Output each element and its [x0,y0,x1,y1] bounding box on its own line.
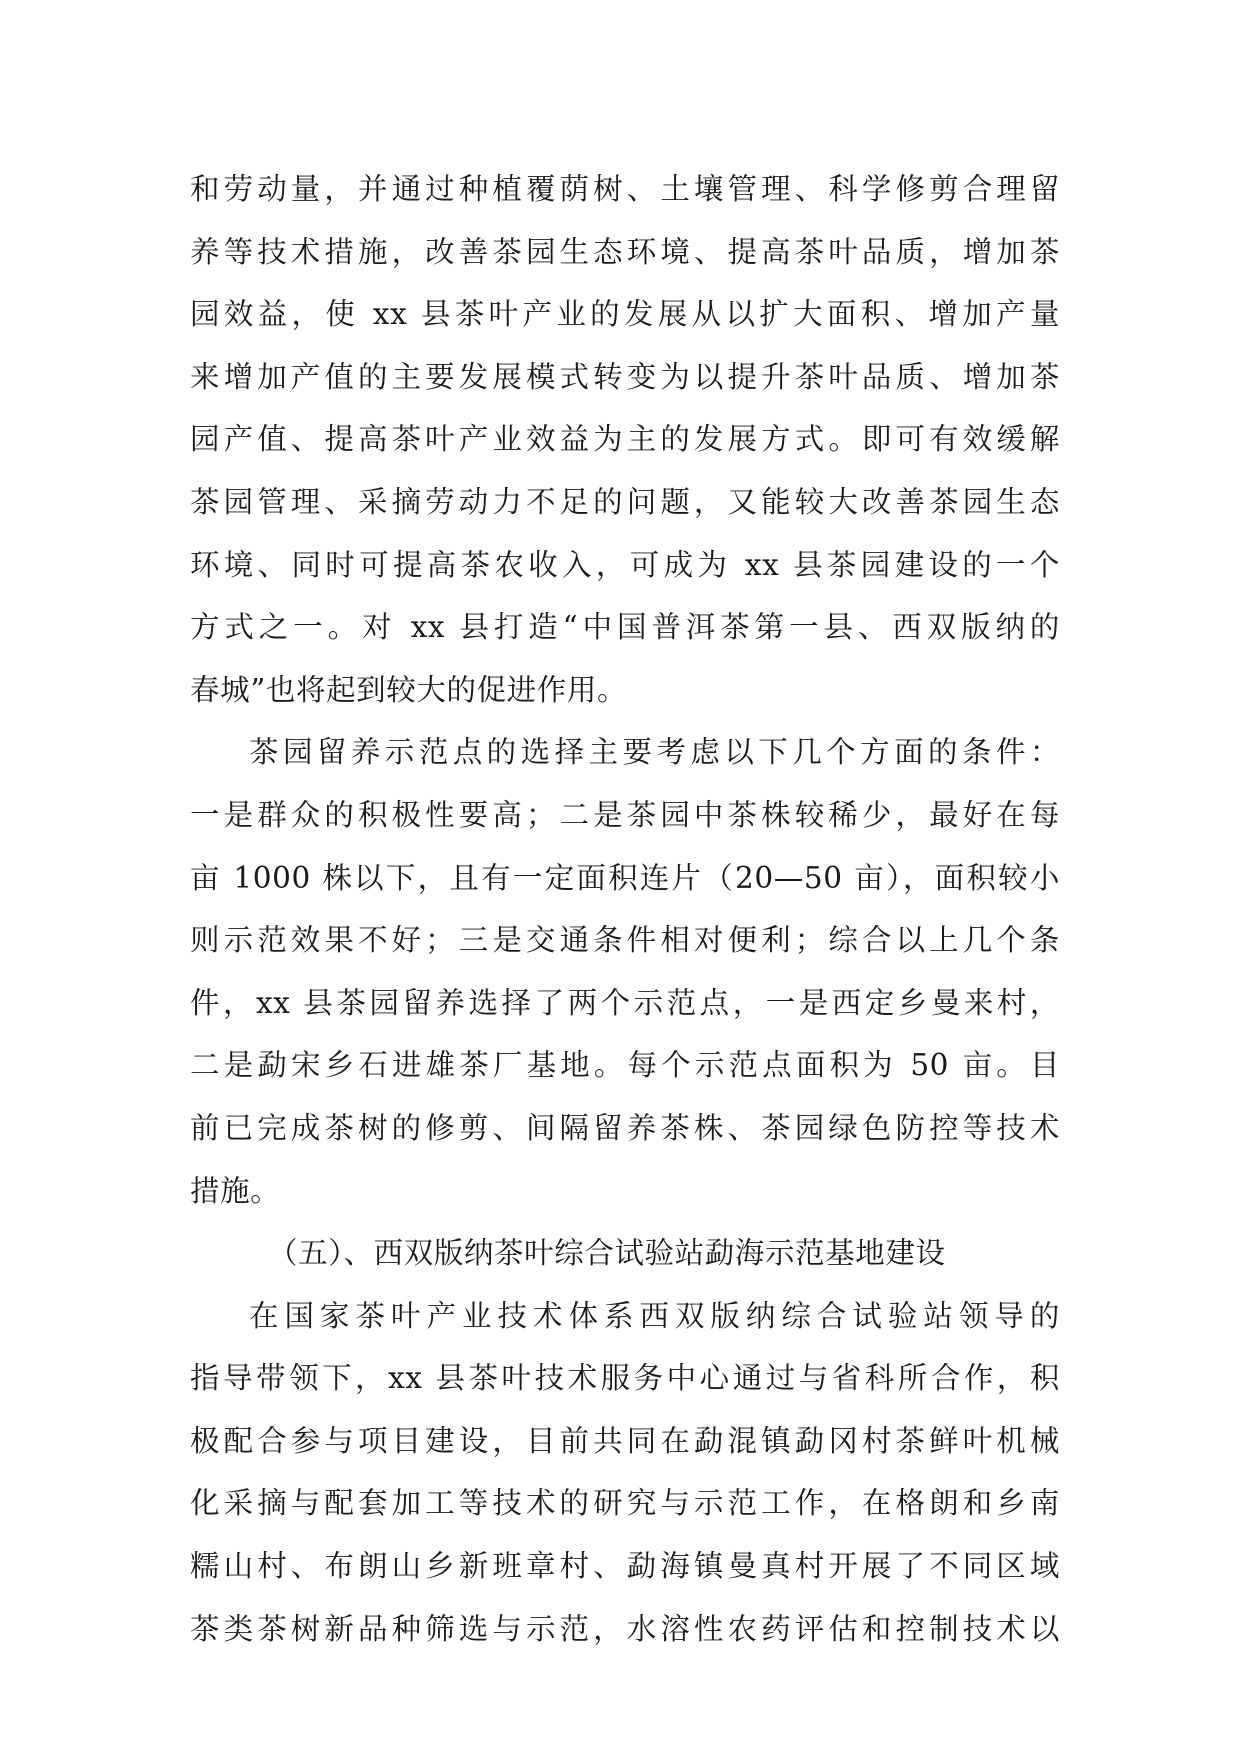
text-line: 来增加产值的主要发展模式转变为以提升茶叶品质、增加茶 [190,359,1060,394]
text-line: 极配合参与项目建设，目前共同在勐混镇勐冈村茶鲜叶机械 [190,1423,1060,1458]
text-line: 园产值、提高茶叶产业效益为主的发展方式。即可有效缓解 [190,422,1060,457]
text-line: 措施。 [190,1173,281,1208]
text-line: 亩 1000 株以下，且有一定面积连片（20—50 亩），面积较小 [190,860,1060,895]
text-line: 则示范效果不好；三是交通条件相对便利；综合以上几个条 [190,923,1060,958]
paragraph-2 [190,721,1060,1222]
section-heading [190,1222,1060,1285]
section-heading-text: （五）、西双版纳茶叶综合试验站勐海示范基地建设 [268,1236,946,1271]
text-line: 茶类茶树新品种筛选与示范，水溶性农药评估和控制技术以 [190,1611,1060,1646]
text-line: 二是勐宋乡石进雄茶厂基地。每个示范点面积为 50 亩。目 [190,1048,1060,1083]
text-line: 茶园管理、采摘劳动力不足的问题，又能较大改善茶园生态 [190,484,1060,519]
text-line: 环境、同时可提高茶农收入，可成为 xx 县茶园建设的一个 [190,547,1060,582]
document-body [190,158,1060,1660]
text-line: 养等技术措施，改善茶园生态环境、提高茶叶品质，增加茶 [190,234,1060,269]
paragraph-3 [190,1285,1060,1661]
paragraph-1 [190,158,1060,721]
text-line: 园效益，使 xx 县茶叶产业的发展从以扩大面积、增加产量 [190,297,1060,332]
text-line: 方式之一。对 xx 县打造“中国普洱茶第一县、西双版纳的 [190,610,1060,645]
text-line: 和劳动量，并通过种植覆荫树、土壤管理、科学修剪合理留 [190,172,1060,206]
text-line: 糯山村、布朗山乡新班章村、勐海镇曼真村开展了不同区域 [190,1549,1060,1584]
text-line: 在国家茶叶产业技术体系西双版纳综合试验站领导的 [249,1298,1060,1333]
text-line: 一是群众的积极性要高；二是茶园中茶株较稀少，最好在每 [190,797,1060,832]
text-line: 春城”也将起到较大的促进作用。 [190,672,628,707]
text-line: 茶园留养示范点的选择主要考虑以下几个方面的条件： [249,735,1060,770]
text-line: 指导带领下，xx 县茶叶技术服务中心通过与省科所合作，积 [190,1361,1060,1396]
text-line: 前已完成茶树的修剪、间隔留养茶株、茶园绿色防控等技术 [190,1110,1060,1145]
text-line: 化采摘与配套加工等技术的研究与示范工作，在格朗和乡南 [190,1486,1060,1521]
text-line: 件，xx 县茶园留养选择了两个示范点，一是西定乡曼来村， [190,985,1060,1020]
